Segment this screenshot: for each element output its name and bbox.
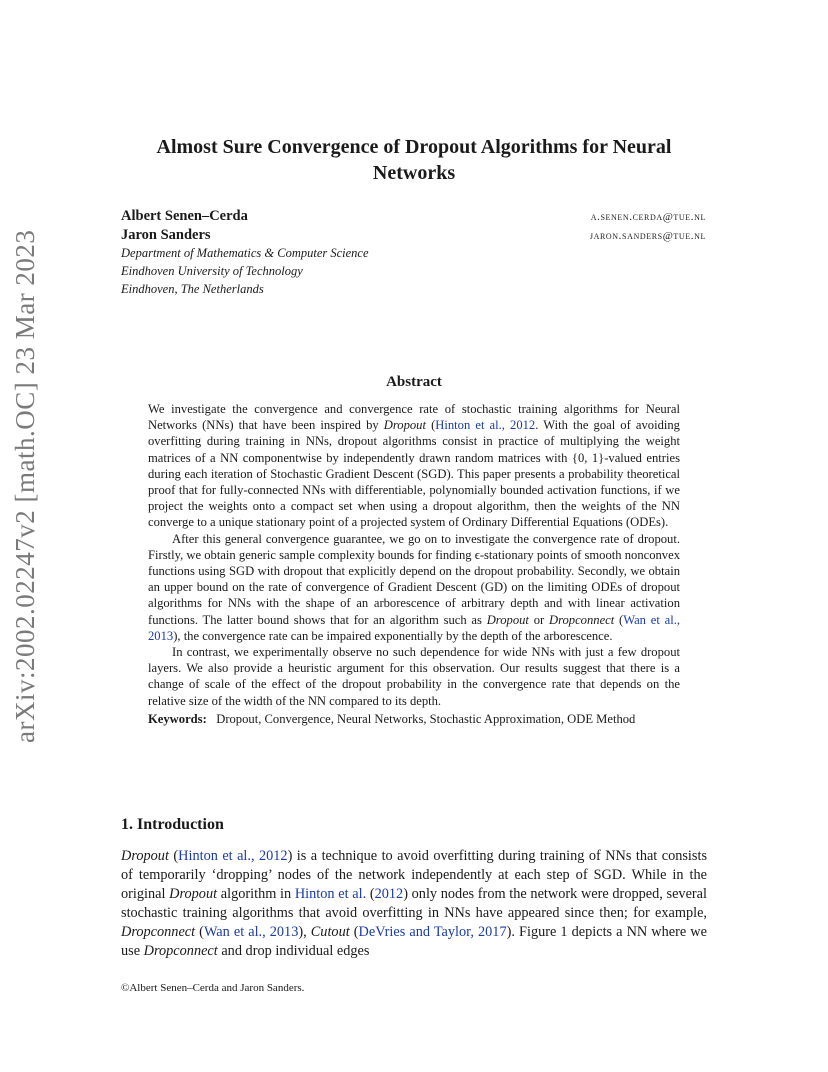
author-email-1[interactable]: a.senen.cerda@tue.nl [590,211,706,223]
intro-text-3: only nodes from the network were dropped, several stochastic training algorithms that avoid overfitting in NNs have appeared since then; for example, [121,886,707,921]
keywords-line [148,711,680,727]
abstract-paragraph-1: We investigate the convergence and convergence rate of stochastic training algorithms for Neural Networks (NNs) that have been inspired by Dropout (Hinton et al., 2012. With the goal of avoiding overfitting during training in NNs, dropout algorithms consist in practice of multiplying the weight matrices of a NN componentwise by independently drawn random matrices with {0, 1}-valued entries during each iteration of Stochastic Gradient Descent (SGD). This paper presents a probability theoretical proof that for fully-connected NNs with differentiable, polynomially bounded activation functions, if we project the weights onto a compact set when using a dropout algorithm, then the weights of the NN converge to a unique stationary point of a projected system of Ordinary Differential Equations (ODEs). [148,402,680,530]
keywords-label: Keywords: [148,711,207,726]
intro-dropconnect-2: Dropconnect [143,943,218,959]
abstract-p2-dropout: Dropout [486,612,529,627]
affiliation-line-3: Eindhoven, The Netherlands [121,282,264,296]
intro-dropout-2: Dropout [169,886,218,902]
abstract-p1-text-b: . With the goal of avoiding overfitting during training in NNs, dropout algorithms consist in practice of multiplying the weight matrices of a NN componentwise by independently drawn random matrices with {0, 1}-valued entries during each iteration of Stochastic Gradient Descent (SGD). This paper presents a probability theoretical proof that for fully-connected NNs with differentiable, polynomially bounded activation functions, if we project the weights onto a compact set when using a dropout algorithm, then the weights of the NN converge to a unique stationary point of a projected system of Ordinary Differential Equations (ODEs). [148,418,680,530]
introduction-body [121,847,707,961]
abstract-paragraph-2: After this general convergence guarantee, we go on to investigate the convergence rate of dropout. Firstly, we obtain generic sample complexity bounds for finding ϵ-stationary points of smooth nonconvex functions using SGD with dropout that explicitly depend on the dropout probability. Secondly, we obtain an upper bound on the rate of convergence of Gradient Descent (GD) on the limiting ODEs of dropout algorithms for NNs with the shape of an arborescence of arbitrary depth and with linear activation functions. The latter bound shows that for an algorithm such as Dropout or Dropconnect (Wan et al., 2013), the convergence rate can be impaired exponentially by the depth of the arborescence. [148,531,680,643]
author-email-2[interactable]: jaron.sanders@tue.nl [589,230,706,242]
intro-dropout-1: Dropout [121,848,169,864]
title-line-1: Almost Sure Convergence of Dropout Algorithms for Neural [156,136,672,158]
intro-text-5: and drop individual edges [217,943,370,959]
author-name-2: Jaron Sanders [121,227,211,243]
abstract-paragraph-3: In contrast, we experimentally observe no such dependence for wide NNs with just a few dropout layers. We also provide a heuristic argument for this observation. Our results suggest that there is a change of scale of the effect of the dropout probability in the convergence rate that depends on the relative size of the width of the NN compared to its depth. [148,645,680,708]
abstract-body [148,401,680,727]
citation-link-hinton-2012[interactable]: Hinton et al., 2012 [178,848,288,864]
arxiv-identifier-stamp [2,229,52,743]
intro-text-2: algorithm in [217,886,295,902]
citation-link-hinton-et-al[interactable]: Hinton et al. [294,886,367,902]
title-line-2: Networks [372,162,456,184]
arxiv-stamp-text: arXiv:2002.02247v2 [math.OC] 23 Mar 2023 [10,229,40,743]
intro-cutout: Cutout [310,924,350,940]
section-heading-introduction: 1. Introduction [121,816,224,833]
intro-text-1: is a technique to avoid overfitting during training of NNs that consists of temporarily ‘dropping’ nodes of the network independently at each step of SGD. While in the original [121,848,708,902]
abstract-p2-text-a: After this general convergence guarantee, we go on to investigate the convergence rate of dropout. Firstly, we obtain generic sample complexity bounds for finding ϵ-stationary points of smooth nonconvex functions using SGD with dropout that explicitly depend on the dropout probability. Secondly, we obtain an upper bound on the rate of convergence of Gradient Descent (GD) on the limiting ODEs of dropout algorithms for NNs with the shape of an arborescence of arbitrary depth and with linear activation functions. The latter bound shows that for an algorithm such as [148,531,680,627]
intro-dropconnect: Dropconnect [121,924,196,940]
keywords-list: Dropout, Convergence, Neural Networks, Stochastic Approximation, ODE Method [216,711,636,726]
author-name-1: Albert Senen–Cerda [121,208,248,224]
abstract-p2-text-b: , the convergence rate can be impaired exponentially by the depth of the arborescence. [177,628,613,643]
abstract-p2-dropconnect: Dropconnect [548,612,615,627]
copyright-footnote: ©Albert Senen–Cerda and Jaron Sanders. [121,982,305,994]
citation-link-devries[interactable]: DeVries and Taylor, 2017 [358,924,507,940]
intro-text-4: . Figure 1 depicts a NN where we use [121,924,707,959]
citation-link-hinton[interactable]: Hinton et al., 2012 [435,418,536,433]
abstract-heading: Abstract [386,374,442,390]
affiliation-line-2: Eindhoven University of Technology [121,264,303,278]
citation-link-wan-2013[interactable]: Wan et al., 2013 [203,924,299,940]
paper-title [110,134,718,186]
citation-link-wan[interactable]: Wan et al., 2013 [148,612,680,643]
abstract-p1-dropout: Dropout [383,418,426,433]
affiliation-line-1: Department of Mathematics & Computer Science [121,246,369,260]
citation-link-2012[interactable]: 2012 [374,886,404,902]
abstract-p1-text-a: We investigate the convergence and convergence rate of stochastic training algorithms for Neural Networks (NNs) that have been inspired by [148,402,680,433]
intro-paragraph: Dropout (Hinton et al., 2012) is a technique to avoid overfitting during training of NNs that consists of temporarily ‘dropping’ nodes of the network independently at each step of SGD. While in the original Dropout algorithm in Hinton et al. (2012) only nodes from the network were dropped, several stochastic training algorithms that avoid overfitting in NNs have appeared since then; for example, Dropconnect (Wan et al., 2013), Cutout (DeVries and Taylor, 2017). Figure 1 depicts a NN where we use Dropconnect and drop individual edges [121,848,708,959]
abstract-p2-or: or [528,612,549,627]
